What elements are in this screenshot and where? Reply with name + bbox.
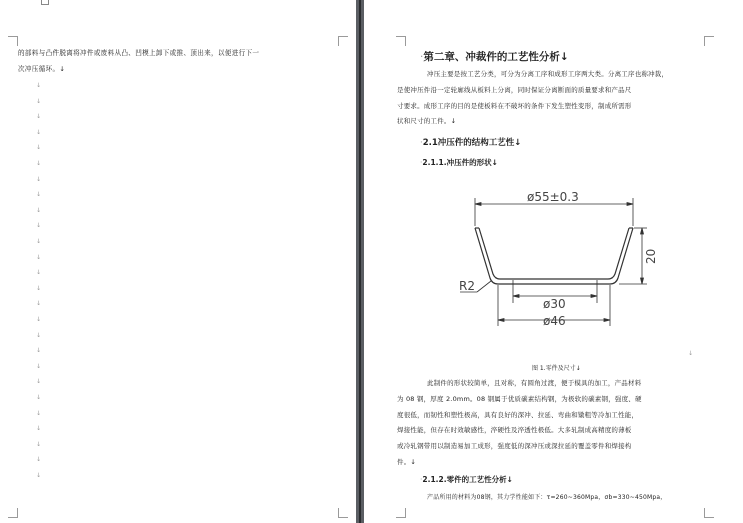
empty-paragraph-mark: ↓ (36, 409, 42, 417)
empty-paragraph-mark: ↓ (36, 206, 42, 214)
text-line: 冲压主要是按工艺分类，可分为分离工序和成形工序两大类。分离工序也称冲裁， (427, 70, 669, 78)
dimension-top-label: ø55±0.3 (527, 190, 579, 204)
empty-paragraph-mark: ↓ (36, 97, 42, 105)
empty-paragraph-mark: ↓ (36, 331, 42, 339)
crop-mark (704, 508, 714, 518)
document-page-left (0, 0, 356, 523)
empty-paragraph-mark: ↓ (36, 440, 42, 448)
ruler-tab-marker (41, 0, 49, 5)
subsection-title: ·2.1.1.冲压件的形状↓ (420, 158, 498, 167)
body-text-line: 的部料与凸件脱离将冲件或废料从凸、凹模上卸下或推、顶出来，以便进行下一 (18, 49, 260, 57)
empty-paragraph-mark: ↓ (36, 238, 42, 245)
empty-paragraph-mark: ↓ (36, 316, 42, 323)
dimension-radius-label: R2 (459, 279, 475, 293)
crop-mark (8, 508, 18, 518)
empty-paragraph-mark: ↓ (36, 472, 42, 479)
empty-paragraph-mark: ↓ (36, 347, 42, 355)
crop-mark (396, 36, 406, 46)
empty-paragraph-mark: ↓ (36, 269, 42, 277)
empty-paragraph-mark: ↓ (36, 425, 42, 433)
crop-mark (338, 36, 348, 46)
empty-paragraph-mark: ↓ (36, 284, 42, 292)
empty-paragraph-mark: ↓ (36, 128, 42, 136)
text-line: 为 08 钢，厚度 2.0mm。08 钢属于优质碳素结构钢，为极软的碳素钢，强度、硬 (397, 394, 642, 403)
body-text-line: 产品所用的材料为08钢，其力学性能如下：τ=260~360Mpa，σb=330~450Mpa， (427, 494, 667, 501)
intro-paragraph (397, 67, 707, 130)
empty-paragraph-mark: ↓ (36, 222, 42, 230)
section-title: ·2.1冲压件的结构工艺性↓ (420, 138, 522, 148)
empty-paragraph-mark: ↓ (36, 175, 42, 183)
text-line: 寸要求。成形工序的目的是使板料在不破坏的条件下发生塑性变形，制成所需形 (397, 101, 632, 110)
figure-caption: 图 1.零件及尺寸↓ (532, 365, 581, 372)
crop-mark (396, 508, 406, 518)
chapter-title: ·第二章、冲裁件的工艺性分析↓ (420, 51, 569, 63)
crop-mark (338, 508, 348, 518)
empty-paragraph-mark: ↓ (36, 160, 42, 167)
crop-mark (704, 36, 714, 46)
text-line: 是使冲压件沿一定轮廓线从板料上分离，同时保证分离断面的质量要求和产品尺 (397, 85, 632, 94)
text-line: 状和尺寸的工件。↓ (397, 117, 457, 126)
empty-paragraph-mark: ↓ (36, 82, 42, 89)
empty-paragraph-mark: ↓ (36, 191, 42, 199)
empty-paragraph-mark: ↓ (36, 394, 42, 401)
empty-paragraph-mark: ↓ (36, 300, 42, 308)
empty-paragraph-mark: ↓ (36, 144, 42, 152)
subsection-title: ·2.1.2.零件的工艺性分析↓ (420, 475, 513, 484)
text-line: 焊接性能，但存在时效敏感性，淬硬性及淬透性极低。大多轧制成高精度的薄板 (397, 426, 632, 435)
text-line: 或冷轧钢带用以制造易加工成形，强度低的深冲压或深拉延的覆盖零件和焊接构 (397, 442, 632, 451)
description-paragraph (397, 376, 707, 471)
dimension-inner-label: ø30 (543, 297, 566, 311)
text-line: 度很低，而韧性和塑性极高，具有良好的深冲、拉延、弯曲和镦粗等冷加工性能， (397, 410, 639, 419)
part-drawing (455, 188, 670, 340)
empty-paragraph-mark: ↓ (36, 456, 42, 464)
body-text-line: 次冲压循环。↓ (18, 65, 66, 73)
empty-paragraph-mark: ↓ (36, 113, 42, 121)
dimension-height-label: 20 (644, 248, 658, 264)
paragraph-mark: ↓ (688, 350, 694, 357)
crop-mark (8, 36, 18, 46)
page-gutter-line (359, 0, 361, 523)
empty-paragraph-mark: ↓ (36, 362, 42, 370)
empty-paragraph-mark: ↓ (36, 378, 42, 386)
empty-paragraph-mark: ↓ (36, 253, 42, 261)
dimension-bottom-label: ø46 (543, 314, 566, 328)
text-line: 此制件的形状较简单，且对称，有圆角过渡，便于模具的加工，产品材料 (427, 379, 642, 387)
text-line: 件。↓ (397, 457, 417, 466)
